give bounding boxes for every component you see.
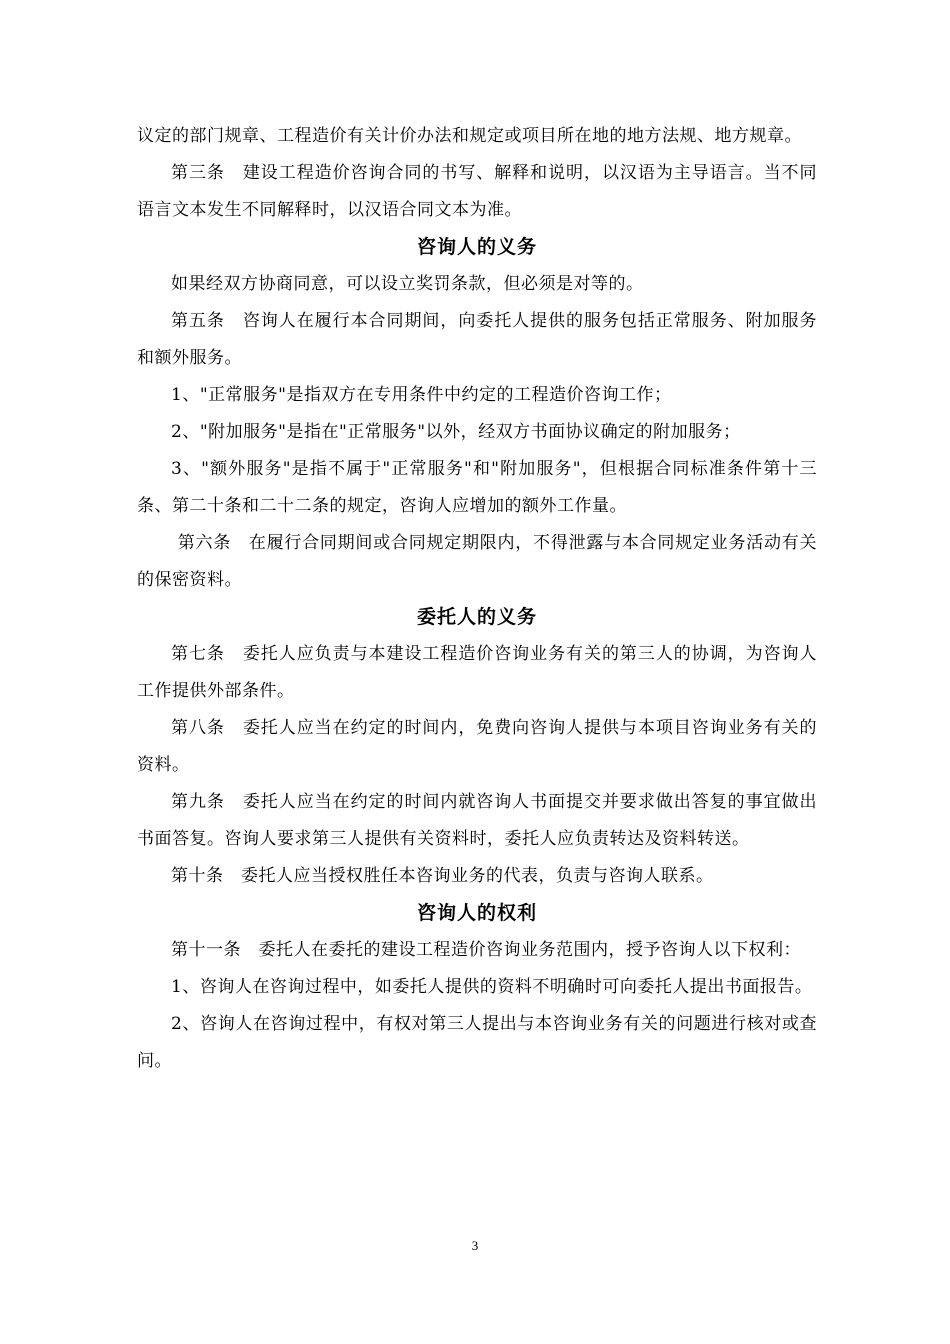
article-6: 第六条 在履行合同期间或合同规定期限内，不得泄露与本合同规定业务活动有关的保密资料。 [137,533,817,590]
article-5-item-3: 3、"额外服务"是指不属于"正常服务"和"附加服务"，但根据合同标准条件第十三条、第二十条和二十二条的规定，咨询人应增加的额外工作量。 [137,459,817,516]
article-3: 第三条 建设工程造价咨询合同的书写、解释和说明，以汉语为主导语言。当不同语言文本发生不同解释时，以汉语合同文本为准。 [137,163,817,220]
section-heading-consultant-rights: 咨询人的权利 [416,902,537,924]
article-8: 第八条 委托人应当在约定的时间内，免费向咨询人提供与本项目咨询业务有关的资料。 [137,718,817,775]
article-11-item-2: 2、咨询人在咨询过程中，有权对第三人提出与本咨询业务有关的问题进行核对或查问。 [137,1014,817,1071]
article-5: 第五条 咨询人在履行本合同期间，向委托人提供的服务包括正常服务、附加服务和额外服务。 [137,311,817,368]
article-5-item-2: 2、"附加服务"是指在"正常服务"以外，经双方书面协议确定的附加服务； [171,422,741,442]
article-11: 第十一条 委托人在委托的建设工程造价咨询业务范围内，授予咨询人以下权利： [171,940,801,960]
section-heading-client-obligations: 委托人的义务 [416,606,537,628]
article-5-item-1: 1、"正常服务"是指双方在专用条件中约定的工程造价咨询工作； [171,385,672,405]
page-number: 3 [471,1238,479,1253]
section-heading-consultant-obligations: 咨询人的义务 [416,236,537,258]
article-7: 第七条 委托人应负责与本建设工程造价咨询业务有关的第三人的协调，为咨询人工作提供外部条件。 [137,644,817,701]
article-10: 第十条 委托人应当授权胜任本咨询业务的代表，负责与咨询人联系。 [171,866,714,886]
paragraph-continuation: 议定的部门规章、工程造价有关计价办法和规定或项目所在地的地方法规、地方规章。 [137,126,802,146]
reward-penalty-note: 如果经双方协商同意，可以设立奖罚条款，但必须是对等的。 [171,274,644,294]
article-9: 第九条 委托人应当在约定的时间内就咨询人书面提交并要求做出答复的事宜做出书面答复。咨询人要求第三人提供有关资料时，委托人应负责转达及资料转送。 [137,792,817,849]
page-body [137,118,817,1080]
article-11-item-1: 1、咨询人在咨询过程中，如委托人提供的资料不明确时可向委托人提出书面报告。 [171,977,813,997]
